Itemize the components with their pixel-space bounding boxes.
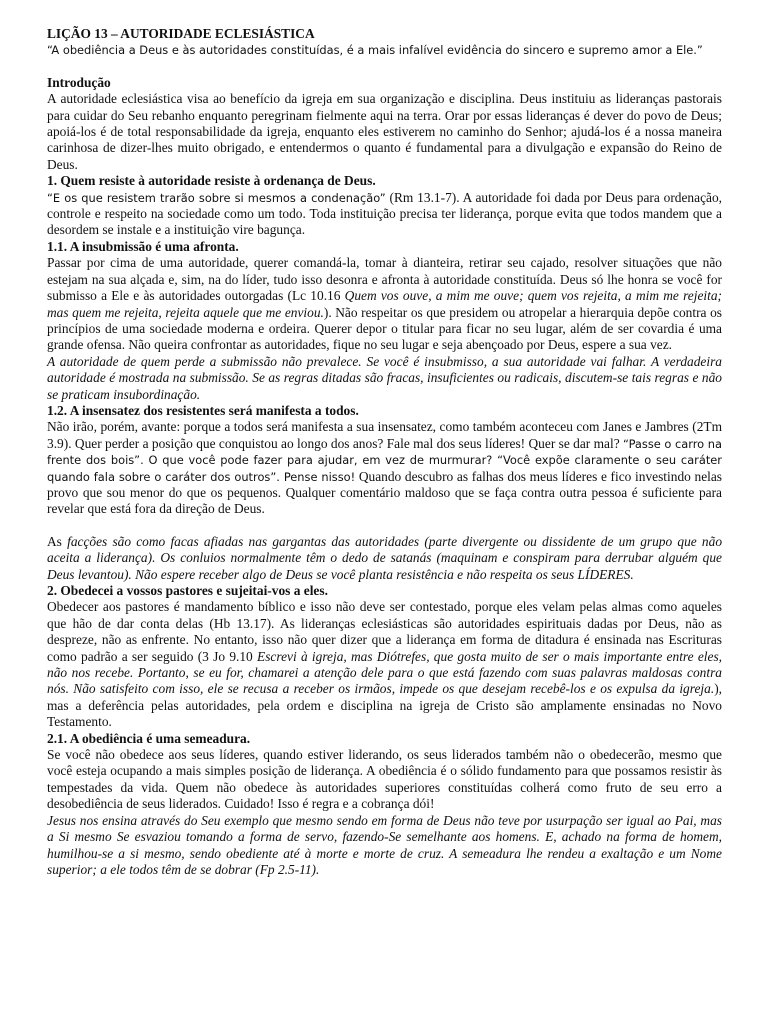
section-1-paragraph [47, 190, 722, 239]
section-1-2-note [47, 534, 722, 583]
section-1-2-note-italic: facções são como facas afiadas nas gargantas das autoridades (parte divergente ou dissidente de um grupo que não aceita a liderança). Os conluios normalmente têm o dedo de satanás (maquinam e conspiram para derrubar alguém que Deus levantou). Não espere receber algo de Deus se você planta resistência e não respeita os seus LÍDERES. [47, 533, 723, 582]
section-2-1-note: Jesus nos ensina através do Seu exemplo que mesmo sendo em forma de Deus não teve por usurpação ser igual ao Pai, mas a Si mesmo Se esvaziou tomando a forma de servo, fazendo-Se semelhante aos homens. E, achado na forma de homem, humilhou-se a si mesmo, sendo obediente até à morte e morte de cruz. A semeadura lhe rendeu a exaltação e um Nome superior; a ele todos têm de se dobrar (Fp 2.5-11). [47, 812, 722, 877]
section-1-heading: 1. Quem resiste à autoridade resiste à ordenança de Deus. [47, 173, 376, 189]
section-2-1-paragraph: Se você não obedece aos seus líderes, quando estiver liderando, os seus liderados também não o obedecerão, mesmo que você esteja ocupando a mais simples posição de liderança. A obediência é o sólido fundamento para que possamos resistir às tempestades da vida. Quem não obedece às autoridades superiores constituídas colherá como fruto de seu erro a desobediência de seus liderados. Cuidado! Isso é regra e a cobrança dói! [47, 747, 722, 812]
section-1-2-text-a: Não irão, porém, avante: porque a todos será manifesta a sua insensatez, como também aconteceu com Janes e Jambres (2Tm 3.9). Quer perder a posição que conquistou ao longo dos anos? Fale mal dos seus líderes! Quer se dar mal? [47, 419, 722, 451]
spacer [47, 518, 722, 534]
lesson-title: LIÇÃO 13 – AUTORIDADE ECLESIÁSTICA [47, 26, 315, 41]
section-1-1-paragraph [47, 255, 722, 353]
section-1-2-heading: 1.2. A insensatez dos resistentes será manifesta a todos. [47, 402, 359, 418]
section-2-paragraph [47, 599, 722, 730]
epigraph: “A obediência a Deus e às autoridades constituídas, é a mais infalível evidência do sincero e supremo amor a Ele.” [47, 43, 703, 58]
section-2-text-b: ), mas a deferência pelas autoridades, pela ordem e disciplina na igreja de Cristo são amplamente ensinadas no Novo Testamento. [47, 681, 722, 730]
intro-heading: Introdução [47, 74, 111, 90]
section-1-text: (Rm 13.1-7). A autoridade foi dada por Deus para ordenação, controle e respeito na sociedade como um todo. Toda instituição precisa ter liderança, porque evita que todos mandem que a desordem se instale e a instituição vire bagunça. [47, 189, 723, 238]
section-1-1-italic-ref: Quem vos ouve, a mim me ouve; quem vos rejeita, a mim me rejeita; mas quem me rejeita, rejeita aquele que me enviou. [47, 288, 722, 320]
section-2-text-a: Obedecer aos pastores é mandamento bíblico e isso não deve ser contestado, porque eles velam pelas almas como aqueles que hão de dar conta delas (Hb 13.17). As lideranças eclesiásticas são autoridades espirituais dadas por Deus, não as despreze, não as enfrente. No entanto, isso não quer dizer que a liderança em forma de ditadura é ensinada nas Escrituras como padrão a ser seguido (3 Jo 9.10 [47, 599, 722, 664]
section-1-1-text-b: ). Não respeitar os que presidem ou atropelar a hierarquia depõe contra os princípios de uma sociedade moderna e ordeira. Querer depor o titular para ficar no seu lugar, além de ser covardia é uma grande ofensa. Não queira confrontar as autoridades, fique no seu lugar e seja abençoado por Deus, espere a sua vez. [47, 304, 722, 353]
spacer [47, 59, 722, 75]
section-1-1-text-a: Passar por cima de uma autoridade, querer comandá-la, tomar à dianteira, retirar seu cajado, resolver situações que não estejam na sua alçada e, sim, na do líder, tudo isso desonra e afronta à autoridade constituída. Deus só lhe honra se você for submisso a Ele e às autoridades outorgadas (Lc 10.16 [47, 255, 722, 304]
intro-paragraph: A autoridade eclesiástica visa ao benefício da igreja em sua organização e disciplina. Deus instituiu as lideranças pastorais para cuidar do Seu rebanho enquanto peregrinam fielmente aqui na terra. Orar por essas lideranças é dever do povo de Deus; apoiá-los é de total responsabilidade da igreja, enquanto eles estiverem no caminho do Senhor; ajudá-los é a nossa maneira carinhosa de dizer-lhes muito obrigado, e entendermos o quanto é fundamental para a divulgação e expansão do Reino de Deus. [47, 91, 722, 172]
section-2-heading: 2. Obedecei a vossos pastores e sujeitai-vos a eles. [47, 583, 328, 598]
section-1-2-sans: “Passe o carro na frente dos bois”. O que você pode fazer para ajudar, em vez de murmurar? “Você expõe claramente o seu caráter quando fala sobre o caráter dos outros”. Pense nisso! [47, 436, 722, 484]
section-1-1-note: A autoridade de quem perde a submissão não prevalece. Se você é insubmisso, a sua autoridade vai falhar. A verdadeira autoridade é mostrada na submissão. Se as regras ditadas são fracas, insuficientes ou radicais, discutem-se tais regras e não se praticam insubordinação. [47, 353, 722, 402]
section-2-1-heading: 2.1. A obediência é uma semeadura. [47, 730, 251, 746]
section-1-2-note-lead: As [47, 533, 68, 549]
section-1-quote: “E os que resistem trarão sobre si mesmos a condenação” [47, 190, 386, 205]
section-1-2-paragraph [47, 419, 722, 517]
section-1-2-text-b: Quando descubro as falhas dos meus líderes e fico investindo nelas provo que sou menor do que os pequenos. Qualquer comentário maldoso que se faça contra outra pessoa é suficiente para revelar que está fora da direção de Deus. [47, 468, 723, 517]
section-1-1-heading: 1.1. A insubmissão é uma afronta. [47, 238, 239, 254]
section-2-italic-ref: Escrevi à igreja, mas Diótrefes, que gosta muito de ser o mais importante entre eles, não nos recebe. Portanto, se eu for, chamarei a atenção dele para o que está fazendo com suas palavras maldosas contra nós. Não satisfeito com isso, ele se recusa a receber os irmãos, impede os que desejam recebê-los e os expulsa da igreja. [47, 648, 723, 697]
